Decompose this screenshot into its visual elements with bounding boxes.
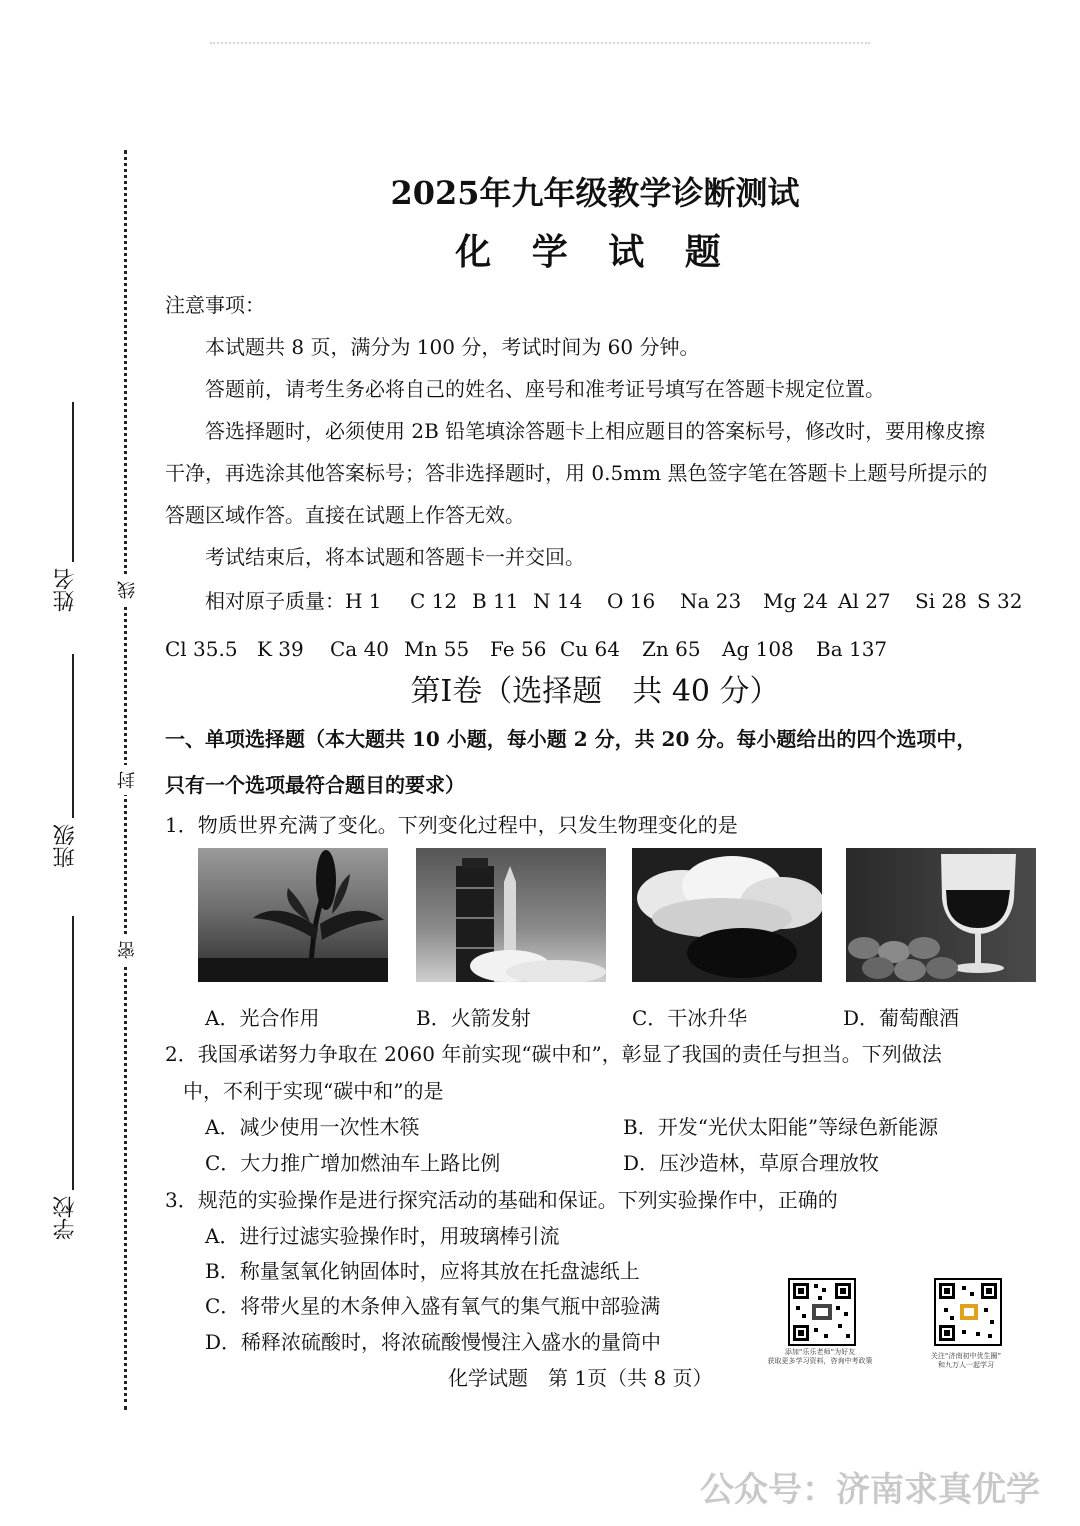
atomic-mass: Cu 64 — [560, 637, 620, 661]
option-a[interactable]: A．光合作用 — [205, 1006, 320, 1030]
atomic-mass: Fe 56 — [490, 637, 547, 661]
notice-line: 答题前，请考生务必将自己的姓名、座号和准考证号填写在答题卡规定位置。 — [205, 377, 885, 401]
atomic-mass: B 11 — [472, 589, 519, 613]
option-c[interactable]: C．干冰升华 — [632, 1006, 748, 1030]
option-c[interactable]: C．大力推广增加燃油车上路比例 — [205, 1151, 501, 1175]
qr-caption: 和九万人一起学习 — [938, 1361, 994, 1369]
school-blank[interactable] — [72, 916, 74, 1190]
option-a[interactable]: A．减少使用一次性木筷 — [205, 1115, 420, 1139]
atomic-mass: Si 28 — [915, 589, 967, 613]
question-stem: 2．我国承诺努力争取在 2060 年前实现“碳中和”，彰显了我国的责任与担当。下列做法 — [165, 1042, 942, 1066]
qr-caption: 关注“济南初中优生圈” — [930, 1352, 1002, 1360]
question-stem: 3．规范的实验操作是进行探究活动的基础和保证。下列实验操作中，正确的 — [165, 1188, 838, 1212]
seal-char-mi: 密 — [115, 935, 141, 965]
atomic-mass: O 16 — [607, 589, 656, 613]
qr-code-right[interactable] — [934, 1278, 1002, 1346]
notice-heading: 注意事项： — [165, 293, 265, 317]
atomic-mass: N 14 — [533, 589, 583, 613]
option-d[interactable]: D．葡萄酿酒 — [843, 1006, 960, 1030]
rocket-launch-image — [416, 848, 606, 982]
photosynthesis-image — [198, 848, 388, 982]
option-d[interactable]: D．稀释浓硫酸时，将浓硫酸慢慢注入盛水的量筒中 — [205, 1330, 662, 1354]
atomic-mass: K 39 — [257, 637, 304, 661]
qr-caption: 添加“乐乐老师”为好友 — [784, 1348, 856, 1356]
atomic-mass: Cl 35.5 — [165, 637, 238, 661]
name-blank[interactable] — [72, 402, 74, 562]
atomic-mass: Ca 40 — [330, 637, 390, 661]
seal-char-line: 线 — [115, 575, 141, 605]
atomic-mass: S 32 — [977, 589, 1023, 613]
notice-line: 考试结束后，将本试题和答题卡一并交回。 — [205, 545, 585, 569]
subject-title: 化 学 试 题 — [455, 231, 735, 273]
atomic-mass: Na 23 — [680, 589, 742, 613]
qr-code-left[interactable] — [788, 1278, 856, 1346]
atomic-mass: H 1 — [345, 589, 382, 613]
wine-making-image — [846, 848, 1036, 982]
school-label: 学校 — [53, 1196, 78, 1240]
scan-noise — [210, 42, 870, 56]
exam-title: 2025年九年级教学诊断测试 — [390, 174, 800, 212]
question-stem: 中，不利于实现“碳中和”的是 — [183, 1079, 444, 1103]
notice-line: 干净，再选涂其他答案标号；答非选择题时，用 0.5mm 黑色签字笔在答题卡上题号所提示的 — [165, 461, 988, 485]
option-c[interactable]: C．将带火星的木条伸入盛有氧气的集气瓶中部验满 — [205, 1294, 661, 1318]
notice-line: 答选择题时，必须使用 2B 铅笔填涂答题卡上相应题目的答案标号，修改时，要用橡皮擦 — [205, 419, 986, 443]
option-a[interactable]: A．进行过滤实验操作时，用玻璃棒引流 — [205, 1224, 560, 1248]
notice-line: 答题区域作答。直接在试题上作答无效。 — [165, 503, 525, 527]
section-title: 第Ⅰ卷（选择题 共 40 分） — [410, 674, 780, 709]
qr-caption: 获取更多学习资料，咨询中考政策 — [767, 1357, 873, 1365]
dry-ice-image — [632, 848, 822, 982]
atomic-mass: Mg 24 — [763, 589, 829, 613]
option-b[interactable]: B．火箭发射 — [416, 1006, 531, 1030]
part-title: 只有一个选项最符合题目的要求） — [165, 773, 465, 797]
option-b[interactable]: B．开发“光伏太阳能”等绿色新能源 — [623, 1115, 939, 1139]
atomic-mass: Al 27 — [838, 589, 891, 613]
atomic-mass: C 12 — [410, 589, 458, 613]
question-stem: 1．物质世界充满了变化。下列变化过程中，只发生物理变化的是 — [165, 813, 738, 837]
atomic-mass: Mn 55 — [404, 637, 470, 661]
class-label: 班级 — [53, 824, 78, 868]
option-d[interactable]: D．压沙造林，草原合理放牧 — [623, 1151, 880, 1175]
seal-char-feng: 封 — [115, 765, 141, 795]
part-title: 一、单项选择题（本大题共 10 小题，每小题 2 分，共 20 分。每小题给出的四个选项中， — [165, 727, 977, 751]
name-label: 姓名 — [53, 568, 78, 612]
atomic-mass: Zn 65 — [642, 637, 701, 661]
notice-line: 本试题共 8 页，满分为 100 分，考试时间为 60 分钟。 — [205, 335, 700, 359]
option-b[interactable]: B．称量氢氧化钠固体时，应将其放在托盘滤纸上 — [205, 1259, 640, 1283]
atomic-mass-label: 相对原子质量： — [205, 589, 345, 613]
atomic-mass: Ag 108 — [722, 637, 794, 661]
page-footer: 化学试题 第 1页（共 8 页） — [448, 1366, 713, 1390]
watermark: 公众号：济南求真优学 — [700, 1470, 1040, 1510]
atomic-mass: Ba 137 — [816, 637, 888, 661]
